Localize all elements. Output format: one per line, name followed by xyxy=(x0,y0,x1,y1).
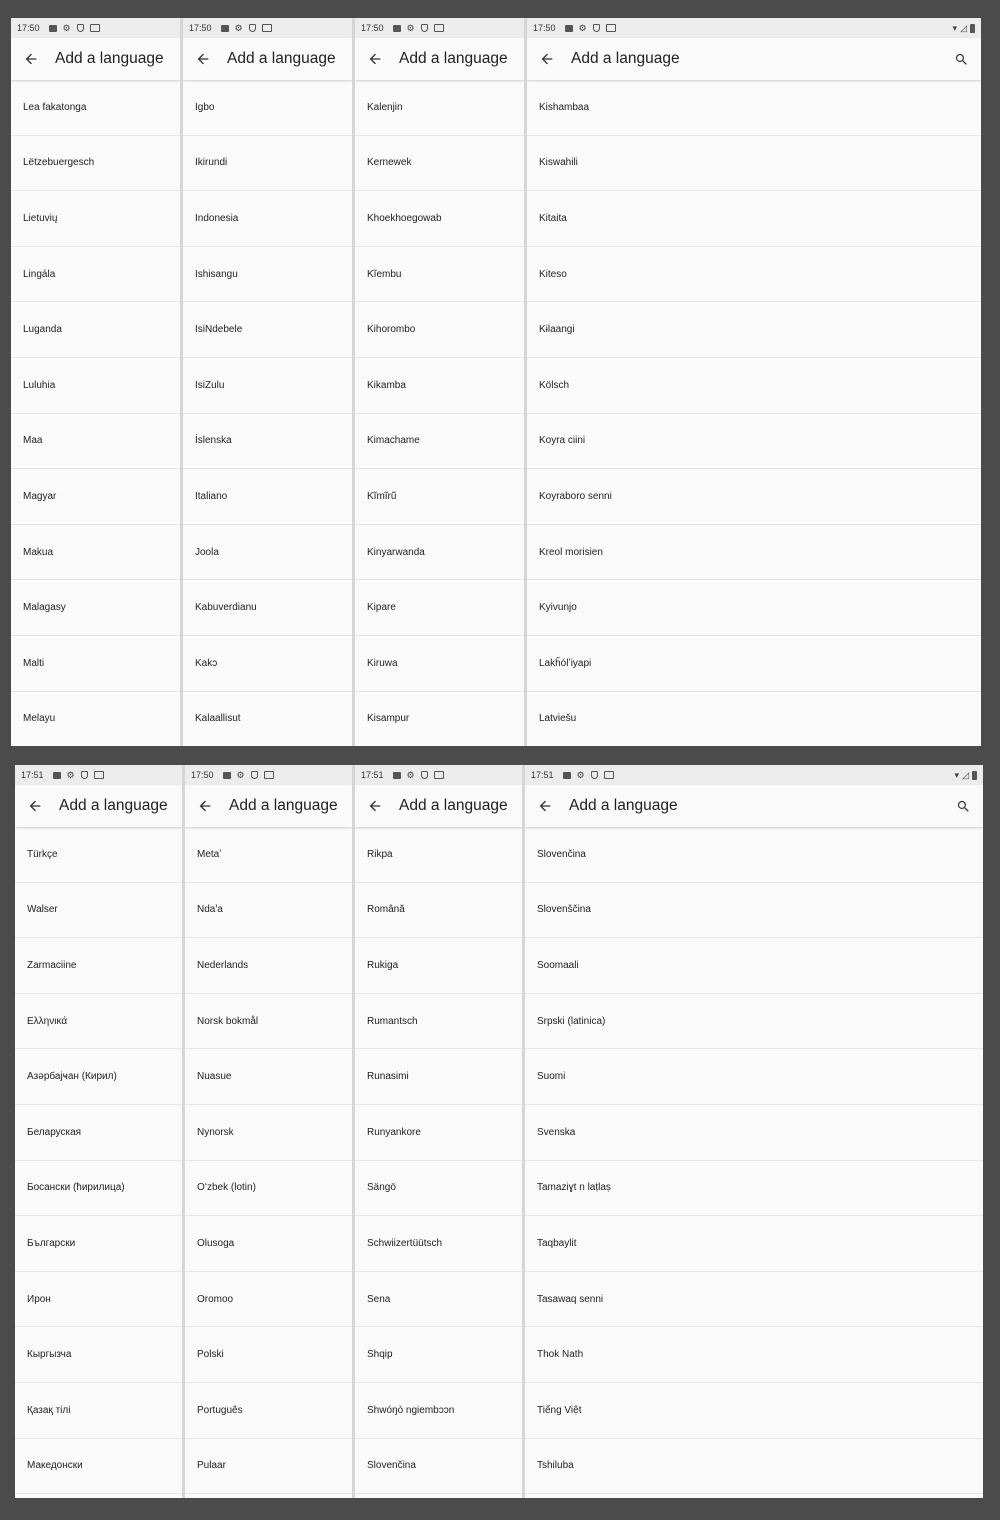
language-item[interactable]: Ирон xyxy=(15,1272,182,1328)
language-list xyxy=(355,827,522,1494)
language-item[interactable]: Runyankore xyxy=(355,1105,522,1161)
language-item[interactable]: Азәрбајҹан (Кирил) xyxy=(15,1049,182,1105)
language-item[interactable]: Olusoga xyxy=(185,1216,352,1272)
language-item[interactable]: Oʻzbek (lotin) xyxy=(185,1161,352,1217)
language-item[interactable]: Zarmaciine xyxy=(15,938,182,994)
language-item[interactable]: Norsk bokmål xyxy=(185,994,352,1050)
status-time: 17:50 xyxy=(533,23,556,33)
gear-icon: ⚙ xyxy=(62,22,71,33)
shield-icon xyxy=(251,771,258,779)
back-button[interactable] xyxy=(355,798,395,814)
language-list xyxy=(355,80,524,746)
language-item[interactable]: Shwóŋò ngiembɔɔn xyxy=(355,1383,522,1439)
language-item[interactable]: Rikpa xyxy=(355,827,522,883)
page-title: Add a language xyxy=(399,50,508,67)
language-item[interactable]: Malti xyxy=(11,636,180,692)
gallery-icon xyxy=(565,25,573,32)
language-item[interactable]: Igbo xyxy=(183,80,352,136)
language-list xyxy=(527,80,981,746)
arrow-back-icon xyxy=(27,798,43,814)
language-item[interactable]: Kiswahili xyxy=(527,136,981,192)
language-list xyxy=(15,827,182,1494)
language-item[interactable]: Tiếng Việt xyxy=(525,1383,983,1439)
language-item[interactable]: Kakɔ xyxy=(183,636,352,692)
gear-icon: ⚙ xyxy=(406,769,415,780)
language-screen-1 xyxy=(11,18,183,746)
language-item[interactable]: Kernewek xyxy=(355,136,524,192)
language-item[interactable]: Shqip xyxy=(355,1327,522,1383)
search-button[interactable] xyxy=(943,799,983,814)
status-bar xyxy=(11,18,180,38)
language-item[interactable]: Íslenska xyxy=(183,414,352,470)
notification-icons xyxy=(53,771,110,780)
page-title: Add a language xyxy=(229,797,338,814)
language-item[interactable]: Македонски xyxy=(15,1439,182,1495)
status-time: 17:51 xyxy=(361,770,384,780)
language-item[interactable]: Nuasue xyxy=(185,1049,352,1105)
status-bar xyxy=(185,765,352,785)
language-item[interactable]: Kɨlaangi xyxy=(527,302,981,358)
language-item[interactable]: Taqbaylit xyxy=(525,1216,983,1272)
language-item[interactable]: Kĩembu xyxy=(355,247,524,303)
language-item[interactable]: Română xyxy=(355,883,522,939)
arrow-back-icon xyxy=(539,51,555,67)
notification-icons xyxy=(563,771,620,780)
language-screen-5 xyxy=(15,765,185,1498)
language-item[interactable]: Slovenčina xyxy=(355,1439,522,1495)
gear-icon: ⚙ xyxy=(578,22,587,33)
page-title: Add a language xyxy=(399,797,508,814)
app-bar xyxy=(11,38,180,80)
language-item[interactable]: Joola xyxy=(183,525,352,581)
status-bar xyxy=(15,765,182,785)
status-bar xyxy=(525,765,983,785)
gallery-icon xyxy=(563,772,571,779)
language-item[interactable]: Português xyxy=(185,1383,352,1439)
gallery-icon xyxy=(221,25,229,32)
language-screen-8 xyxy=(525,765,983,1498)
image-icon xyxy=(604,771,614,779)
gear-icon: ⚙ xyxy=(406,22,415,33)
language-item[interactable]: Rukiga xyxy=(355,938,522,994)
language-list xyxy=(525,827,983,1494)
language-item[interactable]: Rumantsch xyxy=(355,994,522,1050)
search-button[interactable] xyxy=(941,52,981,67)
language-item[interactable]: Kreol morisien xyxy=(527,525,981,581)
language-item[interactable]: Pulaar xyxy=(185,1439,352,1495)
language-screen-6 xyxy=(185,765,355,1498)
app-bar xyxy=(185,785,352,827)
language-item[interactable]: Svenska xyxy=(525,1105,983,1161)
page-title: Add a language xyxy=(227,50,336,67)
language-item[interactable]: Kihorombo xyxy=(355,302,524,358)
language-item[interactable]: Босански (ћирилица) xyxy=(15,1161,182,1217)
language-item[interactable]: Kisampur xyxy=(355,692,524,746)
gear-icon: ⚙ xyxy=(66,769,75,780)
language-item[interactable]: Koyra ciini xyxy=(527,414,981,470)
back-button[interactable] xyxy=(185,798,225,814)
page-title: Add a language xyxy=(59,797,168,814)
language-item[interactable]: Ελληνικά xyxy=(15,994,182,1050)
language-item[interactable]: Kitaita xyxy=(527,191,981,247)
language-item[interactable]: Latviešu xyxy=(527,692,981,746)
language-item[interactable]: Kimachame xyxy=(355,414,524,470)
language-list xyxy=(11,80,180,746)
notification-icons xyxy=(565,24,622,33)
image-icon xyxy=(434,771,444,779)
language-item[interactable]: Кыргызча xyxy=(15,1327,182,1383)
language-item[interactable]: Lakȟólʼiyapi xyxy=(527,636,981,692)
gear-icon: ⚙ xyxy=(234,22,243,33)
shield-icon xyxy=(249,24,256,32)
image-icon xyxy=(606,24,616,32)
shield-icon xyxy=(77,24,84,32)
language-item[interactable]: Български xyxy=(15,1216,182,1272)
language-item[interactable]: Tshiluba xyxy=(525,1439,983,1495)
language-item[interactable]: Türkçe xyxy=(15,827,182,883)
language-item[interactable]: Maa xyxy=(11,414,180,470)
shield-icon xyxy=(593,24,600,32)
page-title: Add a language xyxy=(569,797,678,814)
language-list xyxy=(183,80,352,746)
back-button[interactable] xyxy=(11,51,51,67)
gear-icon: ⚙ xyxy=(576,769,585,780)
language-item[interactable]: Kipare xyxy=(355,580,524,636)
language-item[interactable]: Soomaali xyxy=(525,938,983,994)
language-item[interactable]: IsiNdebele xyxy=(183,302,352,358)
back-button[interactable] xyxy=(355,51,395,67)
search-icon xyxy=(956,799,971,814)
arrow-back-icon xyxy=(367,51,383,67)
screenshot-group-bottom xyxy=(15,765,983,1498)
language-item[interactable]: Lëtzebuergesch xyxy=(11,136,180,192)
language-item[interactable]: Nederlands xyxy=(185,938,352,994)
arrow-back-icon xyxy=(537,798,553,814)
language-item[interactable]: Slovenščina xyxy=(525,883,983,939)
shield-icon xyxy=(591,771,598,779)
language-item[interactable]: Nynorsk xyxy=(185,1105,352,1161)
back-button[interactable] xyxy=(525,798,565,814)
language-item[interactable]: Koyraboro senni xyxy=(527,469,981,525)
system-icons xyxy=(955,770,977,781)
notification-icons xyxy=(393,24,450,33)
notification-icons xyxy=(49,24,106,33)
status-time: 17:50 xyxy=(189,23,212,33)
arrow-back-icon xyxy=(195,51,211,67)
status-bar xyxy=(183,18,352,38)
language-item[interactable]: Беларуская xyxy=(15,1105,182,1161)
language-item[interactable]: Kiteso xyxy=(527,247,981,303)
signal-icon: ◿ xyxy=(960,22,967,33)
notification-icons xyxy=(221,24,278,33)
back-button[interactable] xyxy=(527,51,567,67)
wifi-icon: ▾ xyxy=(952,22,958,33)
notification-icons xyxy=(393,771,450,780)
language-item[interactable]: Sena xyxy=(355,1272,522,1328)
status-time: 17:50 xyxy=(361,23,384,33)
image-icon xyxy=(262,24,272,32)
language-screen-3 xyxy=(355,18,527,746)
language-item[interactable]: Srpski (latinica) xyxy=(525,994,983,1050)
language-list xyxy=(185,827,352,1494)
language-item[interactable]: Luganda xyxy=(11,302,180,358)
language-item[interactable]: Indonesia xyxy=(183,191,352,247)
language-item[interactable]: Kikamba xyxy=(355,358,524,414)
language-item[interactable]: Kölsch xyxy=(527,358,981,414)
language-item[interactable]: Lietuvių xyxy=(11,191,180,247)
language-screen-4 xyxy=(527,18,981,746)
language-item[interactable]: Lea fakatonga xyxy=(11,80,180,136)
language-item[interactable]: Tamaziɣt n laṭlaṣ xyxy=(525,1161,983,1217)
language-item[interactable]: Kalenjin xyxy=(355,80,524,136)
language-item[interactable]: Polski xyxy=(185,1327,352,1383)
status-bar xyxy=(527,18,981,38)
language-item[interactable]: Makua xyxy=(11,525,180,581)
language-item[interactable]: Walser xyxy=(15,883,182,939)
language-item[interactable]: IsiZulu xyxy=(183,358,352,414)
image-icon xyxy=(90,24,100,32)
system-icons xyxy=(953,23,975,34)
app-bar xyxy=(355,38,524,80)
app-bar xyxy=(15,785,182,827)
arrow-back-icon xyxy=(23,51,39,67)
arrow-back-icon xyxy=(367,798,383,814)
language-item[interactable]: Sängö xyxy=(355,1161,522,1217)
language-item[interactable]: Runasimi xyxy=(355,1049,522,1105)
language-item[interactable]: Malagasy xyxy=(11,580,180,636)
language-item[interactable]: Kĩmĩrũ xyxy=(355,469,524,525)
language-item[interactable]: Ndaꞌa xyxy=(185,883,352,939)
back-button[interactable] xyxy=(15,798,55,814)
app-bar xyxy=(525,785,983,827)
language-item[interactable]: Ikirundi xyxy=(183,136,352,192)
language-item[interactable]: Oromoo xyxy=(185,1272,352,1328)
status-time: 17:51 xyxy=(21,770,44,780)
search-icon xyxy=(954,52,969,67)
notification-icons xyxy=(223,771,280,780)
language-item[interactable]: Schwiizertüütsch xyxy=(355,1216,522,1272)
language-item[interactable]: Melayu xyxy=(11,692,180,746)
back-button[interactable] xyxy=(183,51,223,67)
battery-icon xyxy=(970,24,975,33)
status-bar xyxy=(355,765,522,785)
app-bar xyxy=(527,38,981,80)
language-item[interactable]: Tasawaq senni xyxy=(525,1272,983,1328)
app-bar xyxy=(183,38,352,80)
gallery-icon xyxy=(49,25,57,32)
language-screen-2 xyxy=(183,18,355,746)
signal-icon: ◿ xyxy=(962,769,969,780)
language-item[interactable]: Қазақ тілі xyxy=(15,1383,182,1439)
language-item[interactable]: Kyivunjo xyxy=(527,580,981,636)
image-icon xyxy=(264,771,274,779)
language-item[interactable]: Lingála xyxy=(11,247,180,303)
language-item[interactable]: Kabuverdianu xyxy=(183,580,352,636)
language-item[interactable]: Luluhia xyxy=(11,358,180,414)
language-item[interactable]: Slovenčina xyxy=(525,827,983,883)
language-item[interactable]: Kinyarwanda xyxy=(355,525,524,581)
page-title: Add a language xyxy=(571,50,680,67)
status-time: 17:51 xyxy=(531,770,554,780)
status-time: 17:50 xyxy=(17,23,40,33)
language-item[interactable]: Ishisangu xyxy=(183,247,352,303)
status-bar xyxy=(355,18,524,38)
language-item[interactable]: Italiano xyxy=(183,469,352,525)
language-screen-7 xyxy=(355,765,525,1498)
battery-icon xyxy=(972,771,977,780)
shield-icon xyxy=(81,771,88,779)
language-item[interactable]: Thok Nath xyxy=(525,1327,983,1383)
language-item[interactable]: Suomi xyxy=(525,1049,983,1105)
language-item[interactable]: Kishambaa xyxy=(527,80,981,136)
gallery-icon xyxy=(393,772,401,779)
language-item[interactable]: Khoekhoegowab xyxy=(355,191,524,247)
arrow-back-icon xyxy=(197,798,213,814)
image-icon xyxy=(94,771,104,779)
gallery-icon xyxy=(223,772,231,779)
gear-icon: ⚙ xyxy=(236,769,245,780)
wifi-icon: ▾ xyxy=(954,769,960,780)
screenshot-group-top xyxy=(11,18,981,746)
language-item[interactable]: Kalaallisut xyxy=(183,692,352,746)
image-icon xyxy=(434,24,444,32)
shield-icon xyxy=(421,771,428,779)
app-bar xyxy=(355,785,522,827)
language-item[interactable]: Metaʼ xyxy=(185,827,352,883)
status-time: 17:50 xyxy=(191,770,214,780)
gallery-icon xyxy=(53,772,61,779)
language-item[interactable]: Magyar xyxy=(11,469,180,525)
gallery-icon xyxy=(393,25,401,32)
shield-icon xyxy=(421,24,428,32)
page-title: Add a language xyxy=(55,50,164,67)
language-item[interactable]: Kiruwa xyxy=(355,636,524,692)
